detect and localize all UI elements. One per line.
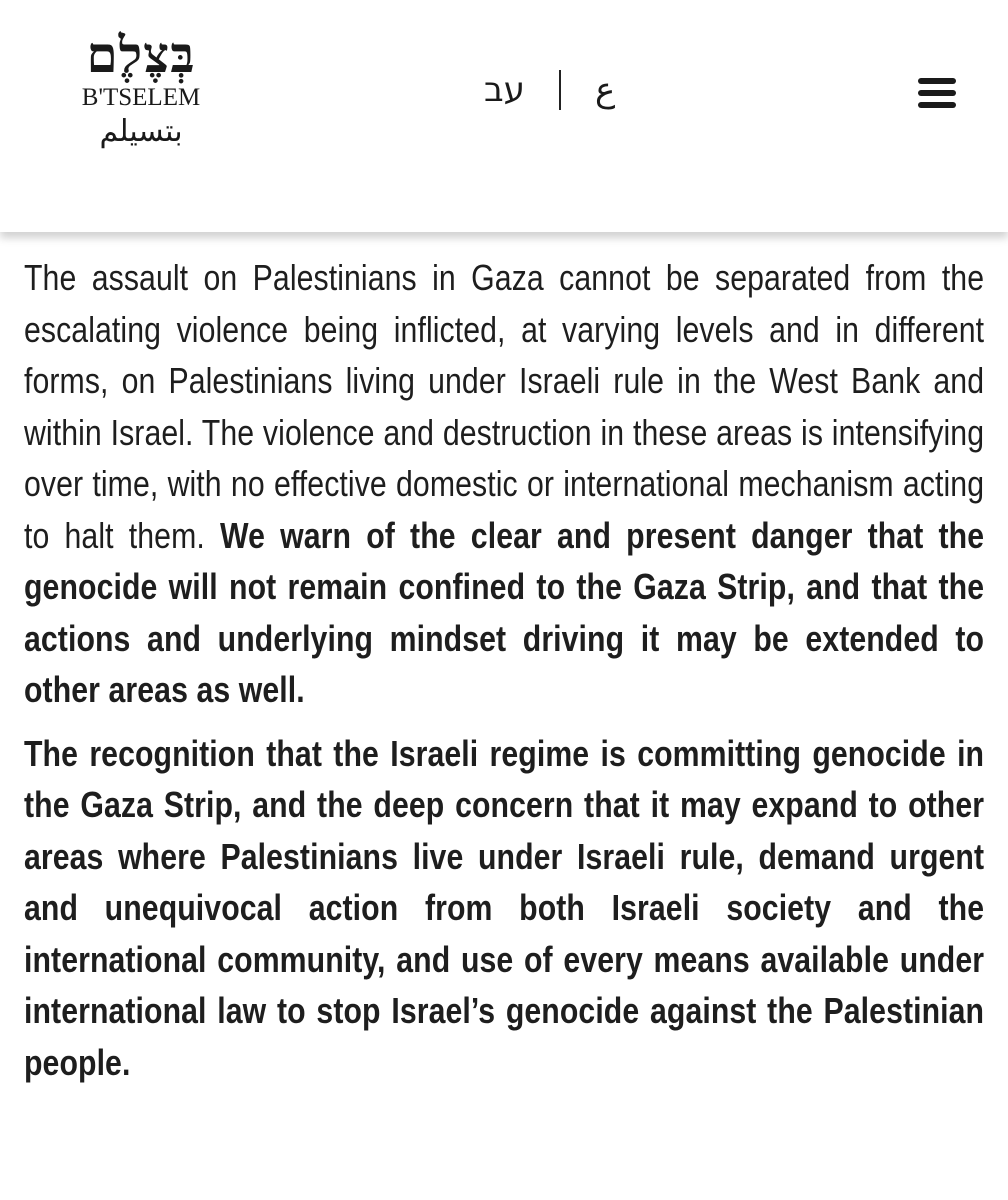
logo-hebrew-text: בְּצֶלֶם xyxy=(86,25,196,84)
btselem-logo[interactable] xyxy=(66,26,216,168)
hamburger-menu-icon[interactable] xyxy=(918,78,956,108)
logo-latin-text: B'TSELEM xyxy=(81,84,201,111)
paragraph-1-bold-text: We warn of the clear and present danger that the genocide will not remain confined to the Gaza Strip, and that the actions and underlying mindset driving it may be extended to other areas as well. xyxy=(24,514,985,710)
logo-arabic-text: بتسيلم xyxy=(99,114,183,149)
menu-bar-bottom xyxy=(918,102,956,108)
article-paragraph-1 xyxy=(24,252,984,716)
language-hebrew-link[interactable]: עב xyxy=(484,70,525,110)
language-divider xyxy=(559,70,561,110)
language-switcher xyxy=(484,64,615,116)
article-body xyxy=(24,252,984,1100)
paragraph-1-regular-text: The assault on Palestinians in Gaza cannot be separated from the escalating violence being inflicted, at varying levels and in different forms, on Palestinians living under Israeli rule in the West Bank and within Israel. The violence and destruction in these areas is intensifying over time, with no effective domestic or international mechanism acting to halt them. xyxy=(24,257,985,556)
menu-bar-middle xyxy=(918,90,956,96)
site-header xyxy=(0,0,1008,232)
article-paragraph-2: The recognition that the Israeli regime is committing genocide in the Gaza Strip, and the deep concern that it may expand to other areas where Palestinians live under Israeli rule, demand urgent and unequivocal action from both Israeli society and the international community, and use of every means available under international law to stop Israel’s genocide against the Palestinian people. xyxy=(24,732,985,1083)
language-arabic-link[interactable]: ع xyxy=(594,70,616,110)
menu-bar-top xyxy=(918,78,956,84)
